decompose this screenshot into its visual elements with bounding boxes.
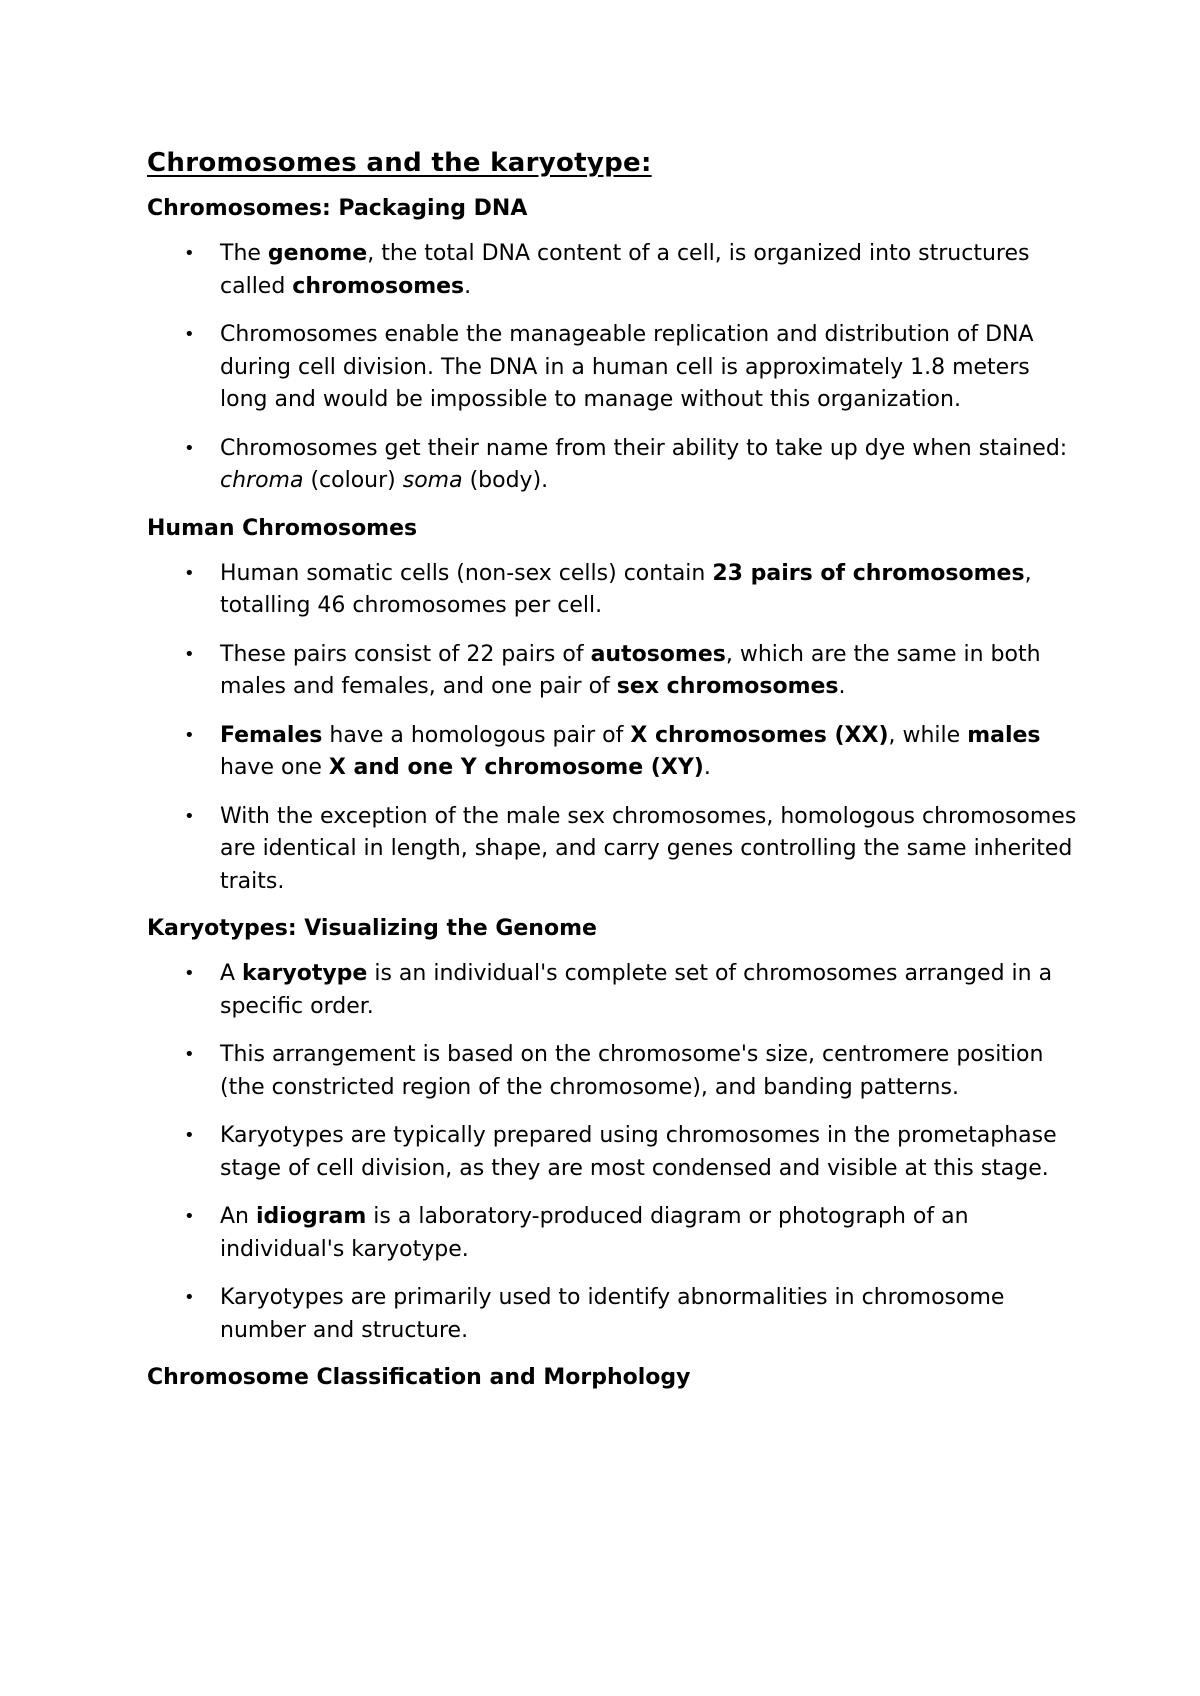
section-heading: Chromosome Classification and Morphology <box>147 1365 691 1390</box>
text-run: (body). <box>462 468 549 493</box>
list-item <box>147 1282 1077 1347</box>
list-item <box>147 433 1077 498</box>
section-heading: Chromosomes: Packaging DNA <box>147 196 528 221</box>
section-heading: Karyotypes: Visualizing the Genome <box>147 916 597 941</box>
text-run: An <box>220 1204 256 1229</box>
text-run: have one <box>220 755 329 780</box>
bullet-icon: • <box>184 963 195 984</box>
bold-term: autosomes <box>590 641 726 667</box>
italic-term: chroma <box>220 468 304 493</box>
text-run: . <box>838 674 846 699</box>
bullet-icon: • <box>184 562 195 584</box>
text-run: With the exception of the male sex chromosomes, homologous chromosomes are identical in length, shape, and carry genes controlling the same inherited traits. <box>220 803 1077 894</box>
bullet-icon: • <box>184 1125 195 1146</box>
text-run: , totalling 46 chromosomes per cell. <box>220 560 1032 618</box>
bullet-list <box>147 958 1077 1347</box>
bold-term: Females <box>220 722 323 748</box>
list-item <box>147 1201 1077 1266</box>
bold-term: X and one Y chromosome (XY) <box>328 755 704 780</box>
bold-term: chromosomes <box>292 273 465 299</box>
text-run: is an individual's complete set of chromosomes arranged in a specific order. <box>220 961 1053 1019</box>
list-item <box>147 639 1077 704</box>
bullet-list <box>147 238 1077 498</box>
bullet-icon: • <box>184 724 195 746</box>
bullet-icon: • <box>184 1287 195 1308</box>
list-item <box>147 801 1077 899</box>
bold-term: genome <box>267 241 368 266</box>
text-run: , while <box>888 722 968 748</box>
text-run: have a homologous pair of <box>322 722 631 748</box>
document-body <box>147 194 1077 1393</box>
text-run: . <box>464 273 472 299</box>
bold-term: 23 pairs of chromosomes <box>712 560 1025 586</box>
text-run: Chromosomes get their name from their ability to take up dye when stained: <box>220 435 1068 461</box>
list-item <box>147 1120 1077 1185</box>
list-item <box>147 720 1077 785</box>
italic-term: soma <box>402 468 463 493</box>
list-item <box>147 238 1077 303</box>
text-run: Human somatic cells (non-sex cells) contain <box>220 560 713 586</box>
text-run: This arrangement is based on the chromosome's size, centromere position (the constricted region of the chromosome), and banding patterns. <box>220 1042 1044 1100</box>
document-page <box>147 146 1077 1407</box>
text-run: The <box>220 241 268 266</box>
text-run: Chromosomes enable the manageable replication and distribution of DNA during cell division. The DNA in a human cell is approximately 1.8 meters long and would be impossible to manage without this organization. <box>220 322 1034 412</box>
bullet-icon: • <box>184 243 195 264</box>
bullet-icon: • <box>184 324 195 345</box>
section-heading: Human Chromosomes <box>147 515 418 541</box>
list-item <box>147 319 1077 417</box>
document-title: Chromosomes and the karyotype: <box>147 148 652 178</box>
bold-term: karyotype <box>242 961 368 986</box>
list-item <box>147 958 1077 1023</box>
text-run: A <box>220 961 243 986</box>
text-run: . <box>703 755 711 780</box>
bold-term: X chromosomes (XX) <box>630 722 889 748</box>
list-item <box>147 558 1077 623</box>
list-item <box>147 1039 1077 1104</box>
text-run: (colour) <box>303 468 403 493</box>
text-run: Karyotypes are typically prepared using chromosomes in the prometaphase stage of cell division, as they are most condensed and visible at this stage. <box>220 1123 1057 1181</box>
bold-term: idiogram <box>256 1204 367 1229</box>
bold-term: males <box>967 722 1041 748</box>
bullet-icon: • <box>184 437 195 459</box>
bullet-list <box>147 558 1077 899</box>
text-run: , which are the same in both males and females, and one pair of <box>220 641 1041 699</box>
text-run: Karyotypes are primarily used to identify abnormalities in chromosome number and structure. <box>220 1285 1005 1343</box>
bullet-icon: • <box>184 1206 195 1227</box>
bullet-icon: • <box>184 805 195 827</box>
text-run: These pairs consist of 22 pairs of <box>220 641 591 667</box>
bullet-icon: • <box>184 1044 195 1065</box>
text-run: is a laboratory-produced diagram or photograph of an individual's karyotype. <box>220 1204 969 1262</box>
bold-term: sex chromosomes <box>616 674 839 699</box>
bullet-icon: • <box>184 643 195 665</box>
text-run: , the total DNA content of a cell, is organized into structures called <box>220 241 1030 299</box>
